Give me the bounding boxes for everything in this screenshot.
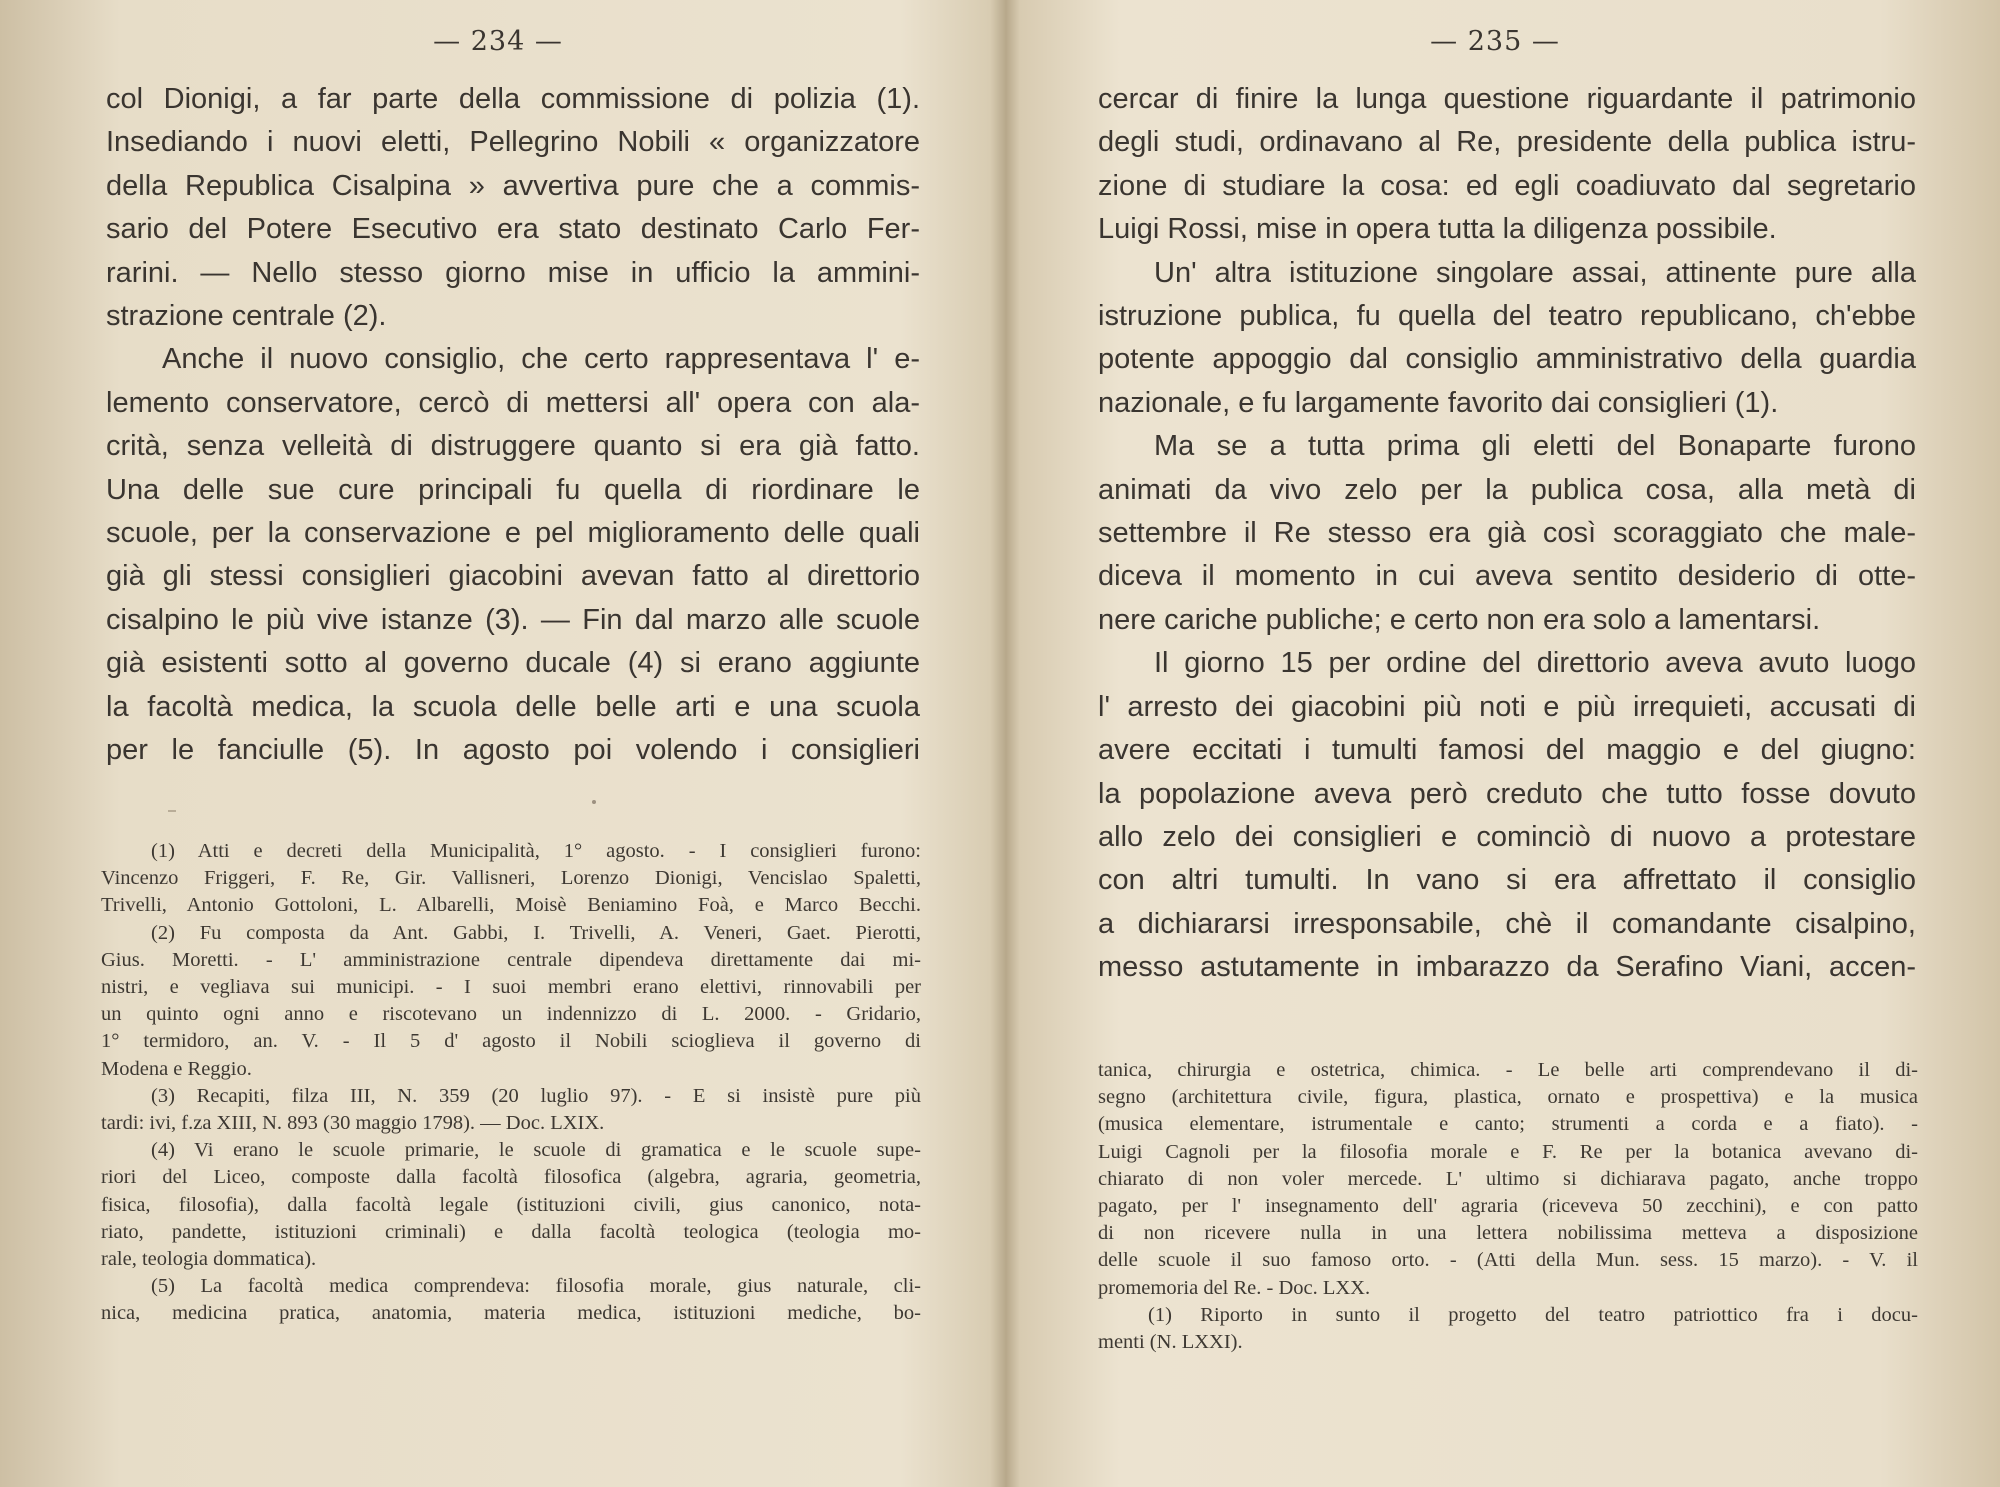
footnote-line: nistri, e vegliava sui municipi. - I suoi membri erano elettivi, rinnovabili per [101,976,921,999]
footnote-line: tanica, chirurgia e ostetrica, chimica. - Le belle arti comprendevano il di- [1098,1059,1918,1081]
footnote-line: Modena e Reggio. [101,1057,252,1080]
body-line: settembre il Re stesso era già così scoraggiato che male- [1098,517,1916,550]
body-line: Una delle sue cure principali fu quella di riordinare le [106,473,920,506]
body-line: potente appoggio dal consiglio amministrativo della guardia [1098,343,1916,376]
body-line: già esistenti sotto al governo ducale (4) si erano aggiunte [106,647,920,680]
footnote-line: (4) Vi erano le scuole primarie, le scuole di gramatica e le scuole supe- [151,1139,921,1162]
footnote-line: di non ricevere nulla in una lettera nobilissima metteva a disposizione [1098,1222,1918,1245]
footnote-line: un quinto ogni anno e riscotevano un indennizzo di L. 2000. - Gridario, [101,1003,921,1026]
body-line: nazionale, e fu largamente favorito dai consiglieri (1). [1098,386,1779,419]
footnote-line: rale, teologia dommatica). [101,1248,317,1271]
footnote-separator [168,810,176,812]
body-line: strazione centrale (2). [106,300,387,333]
body-line: degli studi, ordinavano al Re, presidente della publica istru- [1098,126,1916,159]
right-body-text [1098,78,1916,990]
body-line: messo astutamente in imbarazzo da Serafino Viani, accen- [1098,951,1916,984]
body-line: l' arresto dei giacobini più noti e più irrequieti, accusati di [1098,690,1916,723]
footnote-line: nica, medicina pratica, anatomia, materia medica, istituzioni mediche, bo- [101,1302,921,1325]
body-line: cisalpino le più vive istanze (3). — Fin dal marzo alle scuole [106,603,920,636]
body-line: avere eccitati i tumulti famosi del maggio e del giugno: [1098,734,1916,767]
body-line: Un' altra istituzione singolare assai, attinente pure alla [1154,256,1916,289]
paper-speck [592,800,596,804]
body-line: a dichiararsi irresponsabile, chè il comandante cisalpino, [1098,907,1916,940]
right-page [1010,0,2000,1487]
body-line: la facoltà medica, la scuola delle belle arti e una scuola [106,690,920,723]
body-line: crità, senza velleità di distruggere quanto si era già fatto. [106,430,920,463]
body-line: per le fanciulle (5). In agosto poi volendo i consiglieri [106,734,920,767]
footnote-line: riato, pandette, istituzioni criminali) e dalla facoltà teologica (teologia mo- [101,1220,921,1243]
footnote-line: segno (architettura civile, figura, plastica, ornato e prospettiva) e la musica [1098,1086,1918,1109]
body-line: già gli stessi consiglieri giacobini avevan fatto al direttorio [106,560,920,593]
body-line: allo zelo dei consiglieri e cominciò di nuovo a protestare [1098,820,1916,853]
body-line: nere cariche publiche; e certo non era solo a lamentarsi. [1098,603,1821,636]
body-line: scuole, per la conservazione e pel miglioramento delle quali [106,517,920,550]
footnote-line: riori del Liceo, composte dalla facoltà filosofica (algebra, agraria, geometria, [101,1166,921,1189]
body-line: diceva il momento in cui aveva sentito desiderio di otte- [1098,560,1916,593]
right-footnotes [1098,1057,1918,1356]
footnote-line: pagato, per l' insegnamento dell' agraria (riceveva 50 zecchini), e con patto [1098,1195,1918,1218]
body-line: Il giorno 15 per ordine del direttorio aveva avuto luogo [1154,647,1916,680]
body-line: Anche il nuovo consiglio, che certo rappresentava l' e- [162,343,920,376]
body-line: animati da vivo zelo per la publica cosa, alla metà di [1098,473,1916,506]
footnote-line: delle scuole il suo famoso orto. - (Atti della Mun. sess. 15 marzo). - V. il [1098,1249,1918,1272]
body-line: lemento conservatore, cercò di mettersi all' opera con ala- [106,386,920,419]
footnote-line: Luigi Cagnoli per la filosofia morale e F. Re per la botanica avevano di- [1098,1140,1918,1163]
footnote-line: Trivelli, Antonio Gottoloni, L. Albarelli, Moisè Beniamino Foà, e Marco Becchi. [101,894,921,917]
footnote-line: fisica, filosofia), dalla facoltà legale (istituzioni civili, gius canonico, nota- [101,1193,921,1216]
left-body-text [106,78,920,773]
footnote-line: (3) Recapiti, filza III, N. 359 (20 luglio 97). - E si insistè pure più [151,1084,921,1107]
footnote-line: (2) Fu composta da Ant. Gabbi, I. Trivelli, A. Veneri, Gaet. Pierotti, [151,921,921,944]
footnote-line: (musica elementare, istrumentale e canto; strumenti a corda e a fiato). - [1098,1113,1918,1136]
footnote-line: Vincenzo Friggeri, F. Re, Gir. Vallisneri, Lorenzo Dionigi, Vencislao Spaletti, [101,867,921,890]
body-line: rarini. — Nello stesso giorno mise in ufficio la ammini- [106,256,920,289]
left-footnotes [101,838,921,1328]
footnote-line: menti (N. LXXI). [1098,1331,1243,1354]
footnote-line: (1) Riporto in sunto il progetto del teatro patriottico fra i docu- [1148,1303,1918,1326]
body-line: della Republica Cisalpina » avvertiva pure che a commis- [106,169,920,202]
footnote-line: promemoria del Re. - Doc. LXX. [1098,1276,1371,1299]
page-number-235: — 235 — [1430,26,1560,57]
body-line: con altri tumulti. In vano si era affrettato il consiglio [1098,864,1916,897]
footnote-line: Gius. Moretti. - L' amministrazione centrale dipendeva direttamente dai mi- [101,948,921,971]
page-number-234: — 234 — [433,26,563,57]
footnote-line: chiarato di non voler mercede. L' ultimo si dichiarava pagato, anche troppo [1098,1167,1918,1190]
footnote-line: (1) Atti e decreti della Municipalità, 1° agosto. - I consiglieri furono: [151,840,921,862]
footnote-line: tardi: ivi, f.za XIII, N. 893 (30 maggio 1798). — Doc. LXIX. [101,1112,605,1135]
footnote-line: (5) La facoltà medica comprendeva: filosofia morale, gius naturale, cli- [151,1275,921,1298]
body-line: Insediando i nuovi eletti, Pellegrino Nobili « organizzatore [106,126,920,159]
body-line: Ma se a tutta prima gli eletti del Bonaparte furono [1154,430,1916,463]
body-line: istruzione publica, fu quella del teatro republicano, ch'ebbe [1098,300,1916,333]
body-line: cercar di finire la lunga questione riguardante il patrimonio [1098,83,1916,115]
body-line: col Dionigi, a far parte della commissione di polizia (1). [106,83,920,115]
body-line: sario del Potere Esecutivo era stato destinato Carlo Fer- [106,213,920,246]
footnote-line: 1° termidoro, an. V. - Il 5 d' agosto il Nobili scioglieva il governo di [101,1030,921,1053]
body-line: zione di studiare la cosa: ed egli coadiuvato dal segretario [1098,169,1916,202]
body-line: la popolazione aveva però creduto che tutto fosse dovuto [1098,777,1916,810]
body-line: Luigi Rossi, mise in opera tutta la diligenza possibile. [1098,213,1777,246]
